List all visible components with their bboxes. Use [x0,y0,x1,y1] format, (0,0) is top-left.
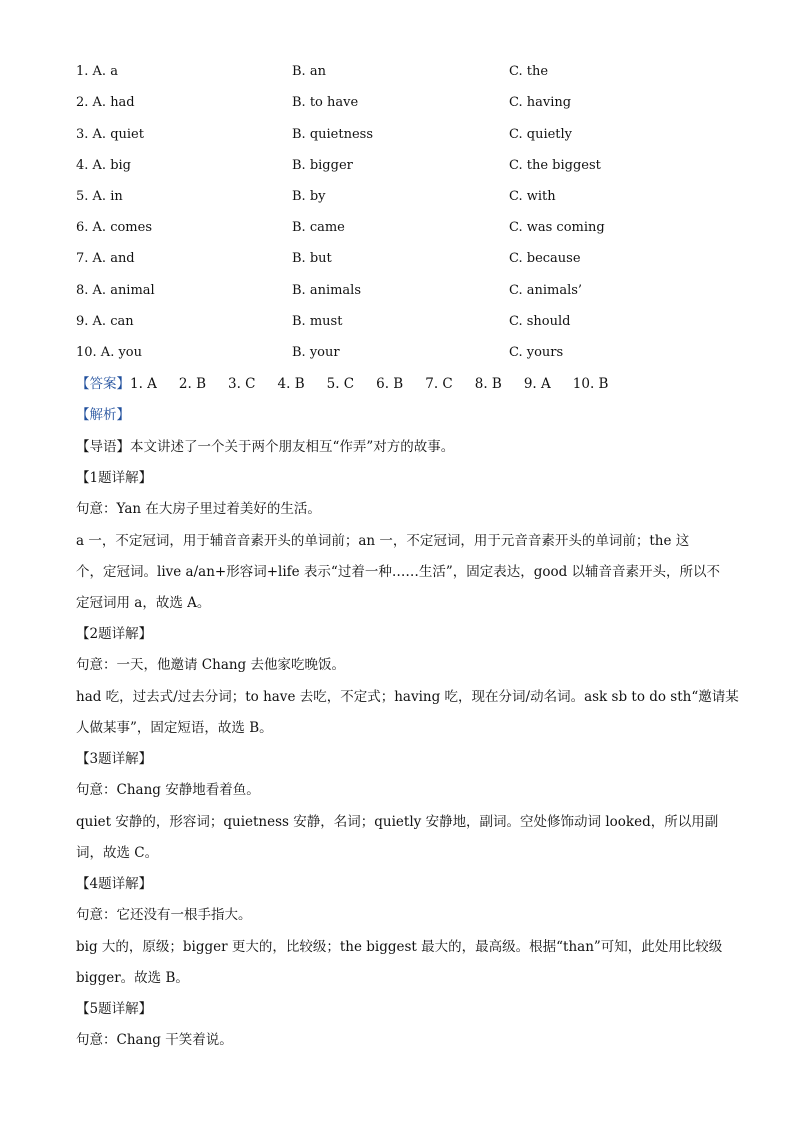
option-a: 2. A. had [76,95,135,110]
answer-label: 【答案】 [76,376,130,392]
option-a: 3. A. quiet [76,127,144,142]
option-b: B. bigger [292,158,353,173]
section-line: big 大的，原级；bigger 更大的，比较级；the biggest 最大的，最高级。根据“than”可知，此处用比较级 [76,939,723,955]
option-c: C. should [509,314,571,329]
option-row [76,343,716,363]
section-line: 句意：它还没有一根手指大。 [76,907,252,923]
option-a: 9. A. can [76,314,134,329]
answer-item: 7. C [425,376,453,392]
section-line: 定冠词用 a，故选 A。 [76,595,211,611]
option-row [76,312,716,332]
option-c: C. yours [509,345,564,360]
option-b: B. but [292,251,332,266]
section-line: 句意：Chang 安静地看着鱼。 [76,782,260,798]
answer-item: 5. C [326,376,355,392]
answer-item: 2. B [178,376,207,392]
option-a: 8. A. animal [76,283,155,298]
section-line: quiet 安静的，形容词；quietness 安静，名词；quietly 安静地，副词。空处修饰动词 looked，所以用副 [76,814,719,830]
answer-item: 8. B [474,376,502,392]
option-row [76,93,716,113]
option-b: B. by [292,189,326,204]
option-row [76,156,716,176]
answer-item: 4. B [277,376,305,392]
option-a: 6. A. comes [76,220,152,235]
option-b: B. must [292,314,343,329]
section-line: 人做某事”，固定短语，故选 B。 [76,720,273,736]
answer-line [76,374,716,394]
option-c: C. having [509,95,572,110]
option-a: 5. A. in [76,189,123,204]
option-row [76,249,716,269]
option-b: B. animals [292,283,362,298]
section-line: 句意：Chang 干笑着说。 [76,1032,233,1048]
option-c: C. was coming [509,220,605,235]
option-row [76,218,716,238]
section-heading: 【4题详解】 [76,876,153,892]
answer-item: 6. B [376,376,404,392]
option-b: B. your [292,345,340,360]
option-row [76,281,716,301]
option-row [76,125,716,145]
section-heading: 【2题详解】 [76,626,153,642]
option-b: B. to have [292,95,359,110]
section-line: 句意：一天，他邀请 Chang 去他家吃晚饭。 [76,657,345,673]
option-a: 7. A. and [76,251,135,266]
option-b: B. came [292,220,345,235]
section-line: a 一，不定冠词，用于辅音音素开头的单词前；an 一，不定冠词，用于元音音素开头的单词前；the 这 [76,533,690,549]
option-c: C. the [509,64,549,79]
answer-item: 1. A [130,376,157,392]
option-c: C. the biggest [509,158,601,173]
option-c: C. because [509,251,581,266]
section-line: 个，定冠词。live a/an+形容词+life 表示“过着一种……生活”，固定表达，good 以辅音音素开头，所以不 [76,564,721,580]
section-heading: 【5题详解】 [76,1001,153,1017]
section-heading: 【3题详解】 [76,751,153,767]
option-a: 1. A. a [76,64,118,79]
analysis-label: 【解析】 [76,407,130,423]
intro-text: 本文讲述了一个关于两个朋友相互“作弄”对方的故事。 [130,439,455,455]
option-b: B. quietness [292,127,373,142]
answer-item: 3. C [228,376,256,392]
option-a: 10. A. you [76,345,143,360]
option-c: C. animals’ [509,283,583,298]
option-row [76,187,716,207]
section-line: 句意：Yan 在大房子里过着美好的生活。 [76,501,321,517]
answer-item: 10. B [572,376,609,392]
section-line: 词，故选 C。 [76,845,159,861]
option-c: C. quietly [509,127,573,142]
intro-label: 【导语】 [76,439,130,455]
option-a: 4. A. big [76,158,131,173]
intro-line [76,437,716,457]
answer-item: 9. A [523,376,551,392]
section-line: had 吃，过去式/过去分词；to have 去吃，不定式；having 吃，现在分词/动名词。ask sb to do sth“邀请某 [76,689,739,705]
option-b: B. an [292,64,326,79]
option-c: C. with [509,189,556,204]
section-heading: 【1题详解】 [76,470,153,486]
option-row [76,62,716,82]
section-line: bigger。故选 B。 [76,970,189,986]
